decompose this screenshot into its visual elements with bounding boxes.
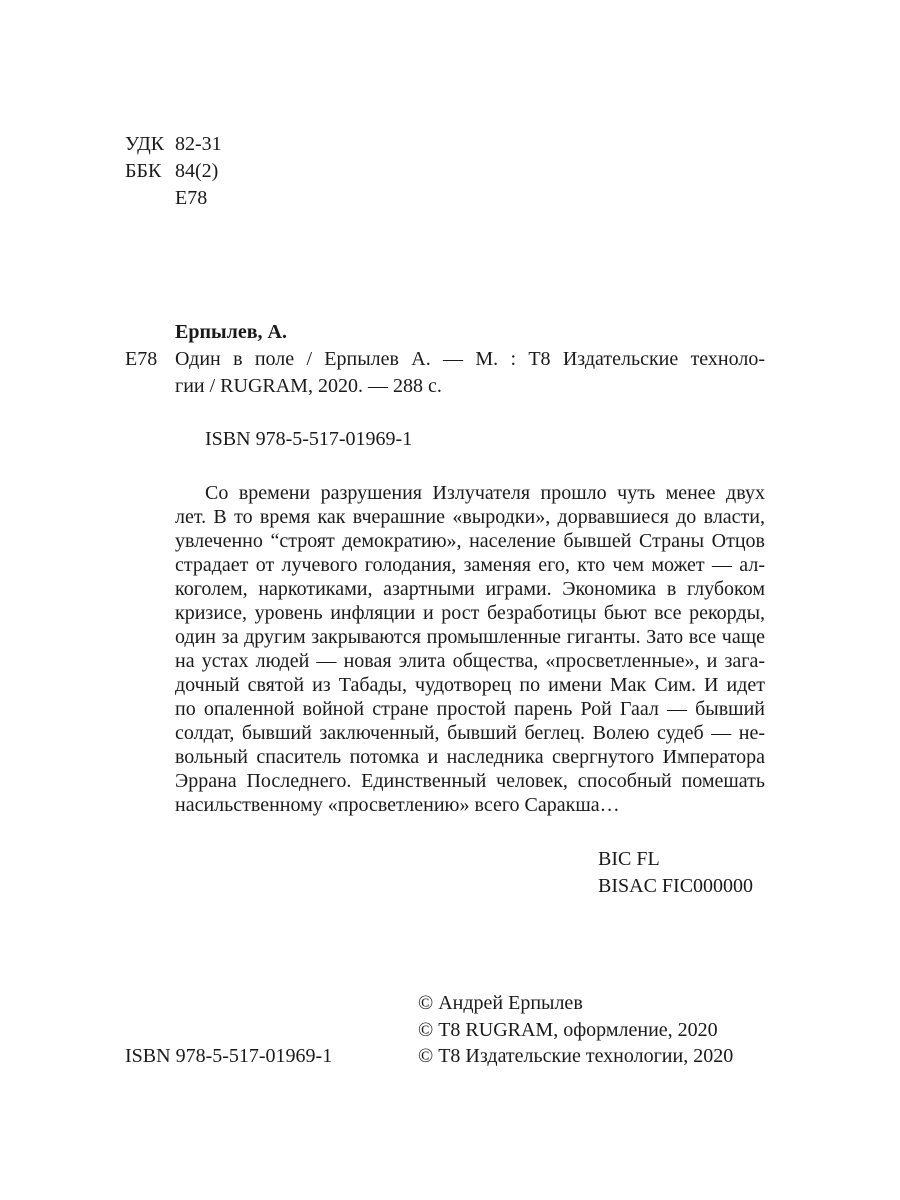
copyright-design: © Т8 RUGRAM, оформление, 2020 (418, 1019, 718, 1041)
annotation-line: вольный спаситель потомка и наследника свергнутого Императора (175, 746, 765, 768)
annotation-line: по опаленной войной стране простой парень Рой Гаал — бывший (175, 698, 765, 720)
annotation-line: дочный святой из Табады, чудотворец по имени Мак Сим. И идет (175, 674, 765, 696)
annotation-line: увлеченно “строят демократию», население бывшей Страны Отцов (175, 530, 765, 552)
annotation-line: страдает от лучевого голодания, заменяя его, кто чем может — ал- (175, 554, 765, 576)
bic-code: BIC FL (598, 848, 660, 870)
author-sign-top: Е78 (175, 187, 208, 209)
copyright-author: © Андрей Ерпылев (418, 992, 583, 1014)
record-author: Ерпылев, А. (175, 321, 287, 343)
annotation-line: кризисе, уровень инфляции и рост безработицы бьют все рекорды, (175, 602, 765, 624)
annotation-line: коголем, наркотиками, азартными играми. Экономика в глубоком (175, 578, 765, 600)
annotation-line: насильственному «просветлению» всего Саракша… (175, 794, 620, 816)
annotation-line: солдат, бывший заключенный, бывший беглец. Волею судеб — не- (175, 722, 765, 744)
bbk-label: ББК (125, 160, 162, 182)
record-author-sign: Е78 (125, 348, 158, 370)
bisac-code: BISAC FIC000000 (598, 875, 754, 897)
annotation-line: на устах людей — новая элита общества, «просветленные», и зага- (175, 650, 765, 672)
footer-isbn: ISBN 978-5-517-01969-1 (125, 1045, 333, 1067)
udk-label: УДК (125, 133, 165, 155)
copyright-publisher: © Т8 Издательские технологии, 2020 (418, 1045, 734, 1067)
annotation-line: лет. В то время как вчерашние «выродки», дорвавшиеся до власти, (175, 506, 765, 528)
annotation-line: один за другим закрываются промышленные гиганты. Зато все чаще (175, 626, 765, 648)
bbk-value: 84(2) (175, 160, 219, 182)
udk-value: 82-31 (175, 133, 222, 155)
record-title-line: Один в поле / Ерпылев А. — М. : Т8 Издательские техноло- (175, 348, 765, 370)
record-title-line-cont: гии / RUGRAM, 2020. — 288 с. (175, 375, 442, 397)
annotation-line: Эррана Последнего. Единственный человек, способный помешать (175, 770, 765, 792)
annotation-line: Со времени разрушения Излучателя прошло чуть менее двух (205, 482, 765, 504)
record-isbn: ISBN 978-5-517-01969-1 (205, 428, 413, 450)
